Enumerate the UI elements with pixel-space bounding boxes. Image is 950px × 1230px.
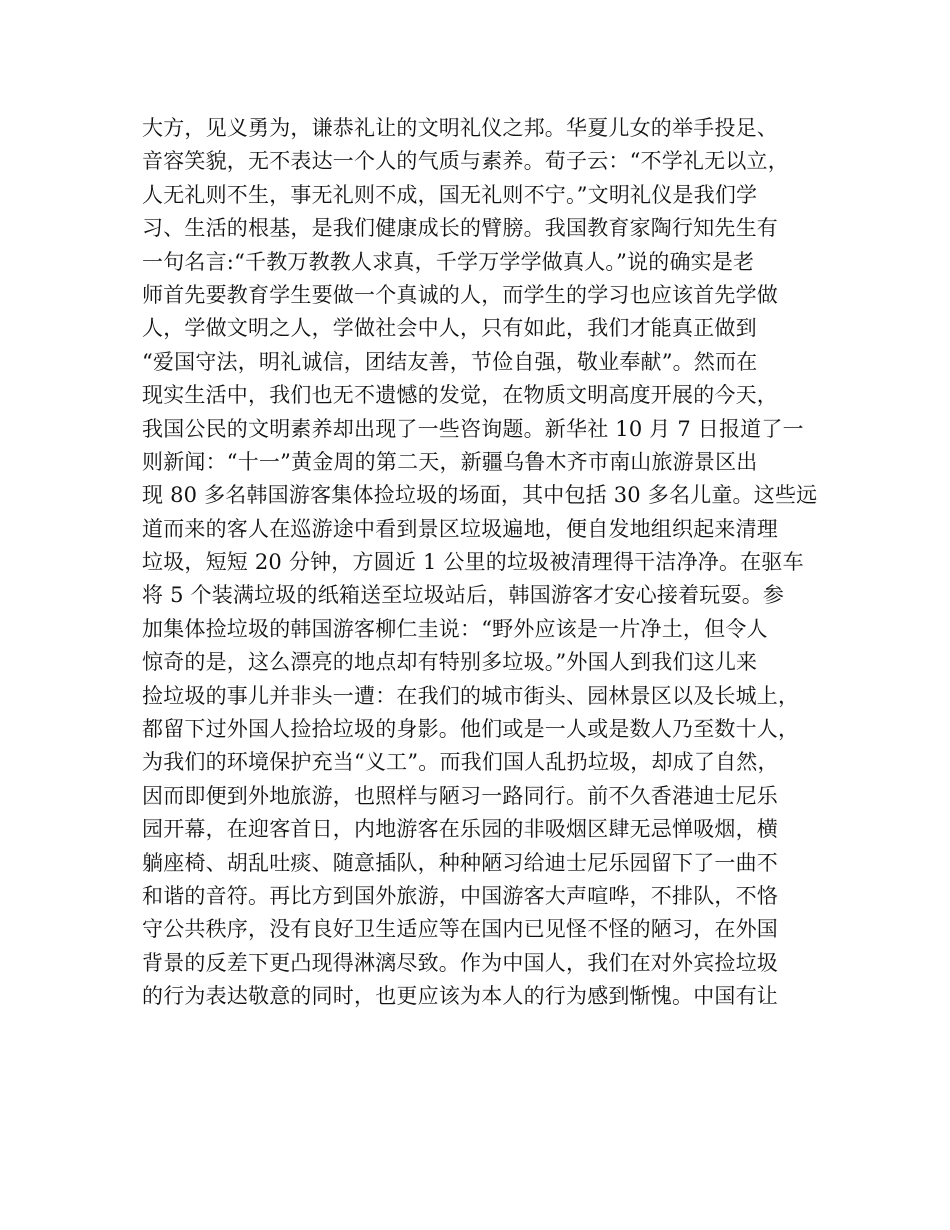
- text-line: 躺座椅、胡乱吐痰、随意插队，种种陋习给迪士尼乐园留下了一曲不: [142, 850, 778, 875]
- text-line: 大方，见义勇为，谦恭礼让的文明礼仪之邦。华夏儿女的举手投足、: [142, 116, 778, 140]
- text-line: 现 80 多名韩国游客集体捡垃圾的场面，其中包括 30 多名儿童。这些远: [142, 483, 818, 508]
- text-line: 一句名言:“千教万教教人求真，千学万学学做真人。”说的确实是老: [142, 249, 755, 274]
- text-line: 和谐的音符。再比方到国外旅游，中国游客大声喧哗，不排队，不恪: [142, 883, 778, 908]
- text-line: 的行为表达敬意的同时，也更应该为本人的行为感到惭愧。中国有让: [142, 984, 778, 1009]
- text-line: 道而来的客人在巡游途中看到景区垃圾遍地，便自发地组织起来清理: [142, 516, 778, 541]
- text-line: 背景的反差下更凸现得淋漓尽致。作为中国人，我们在对外宾捡垃圾: [142, 950, 778, 975]
- text-line: 因而即便到外地旅游，也照样与陋习一路同行。前不久香港迪士尼乐: [142, 783, 778, 808]
- text-line: 惊奇的是，这么漂亮的地点却有特别多垃圾。”外国人到我们这儿来: [142, 650, 758, 675]
- text-line: 音容笑貌，无不表达一个人的气质与素养。荀子云：“不学礼无以立，: [142, 149, 789, 174]
- text-line: “爱国守法，明礼诚信，团结友善，节俭自强，敬业奉献”。然而在: [142, 349, 758, 374]
- text-line: 师首先要教育学生要做一个真诚的人，而学生的学习也应该首先学做: [142, 282, 778, 307]
- text-line: 将 5 个装满垃圾的纸箱送至垃圾站后，韩国游客才安心接着玩耍。参: [142, 583, 785, 608]
- text-line: 人，学做文明之人，学做社会中人，只有如此，我们才能真正做到: [142, 316, 757, 341]
- text-line: 为我们的环境保护充当“义工”。而我们国人乱扔垃圾，却成了自然，: [142, 750, 779, 775]
- text-line: 则新闻：“十一”黄金周的第二天，新疆乌鲁木齐市南山旅游景区出: [142, 449, 758, 474]
- text-line: 垃圾，短短 20 分钟，方圆近 1 公里的垃圾被清理得干洁净净。在驱车: [142, 550, 804, 575]
- text-line: 人无礼则不生，事无礼则不成，国无礼则不宁。”文明礼仪是我们学: [142, 182, 758, 207]
- text-line: 我国公民的文明素养却出现了一些咨询题。新华社 10 月 7 日报道了一: [142, 416, 804, 441]
- text-line: 习、生活的根基，是我们健康成长的臂膀。我国教育家陶行知先生有: [142, 216, 778, 241]
- text-line: 捡垃圾的事儿并非头一遭：在我们的城市街头、园林景区以及长城上，: [142, 683, 800, 708]
- text-line: 园开幕，在迎客首日，内地游客在乐园的非吸烟区肆无忌惮吸烟，横: [142, 817, 778, 842]
- body-text: [142, 112, 832, 1014]
- text-line: 守公共秩序，没有良好卫生适应等在国内已见怪不怪的陋习，在外国: [142, 917, 778, 942]
- text-line: 加集体捡垃圾的韩国游客柳仁圭说：“野外应该是一片净土，但令人: [142, 616, 768, 641]
- text-line: 现实生活中，我们也无不遗憾的发觉，在物质文明高度开展的今天，: [142, 383, 778, 408]
- text-line: 都留下过外国人捡拾垃圾的身影。他们或是一人或是数人乃至数十人，: [142, 717, 800, 742]
